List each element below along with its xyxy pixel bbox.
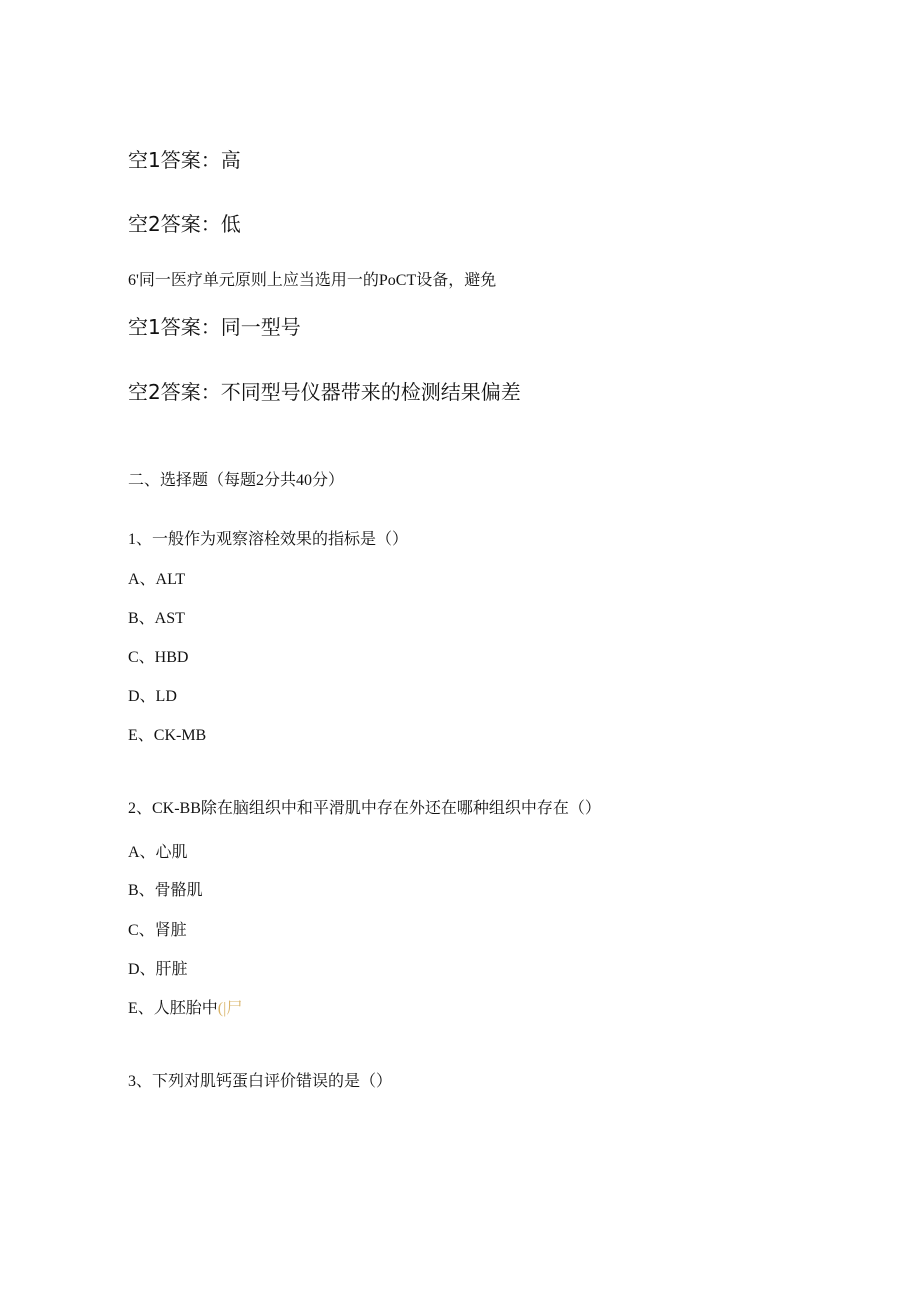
question-2-stem: 2、CK-BB除在脑组织中和平滑肌中存在外还在哪种组织中存在（） bbox=[128, 800, 601, 817]
question-2-option-e-row bbox=[128, 999, 242, 1019]
q5-answer-2: 空2答案：低 bbox=[128, 212, 241, 236]
option-e-mark: (|尸 bbox=[217, 1000, 243, 1017]
question-2-option-a: A、心肌 bbox=[128, 844, 188, 861]
q6-question: 6'同一医疗单元原则上应当选用一的PoCT设备，避免 bbox=[128, 272, 497, 289]
question-1-option-a: A、ALT bbox=[128, 571, 186, 588]
question-2-option-b: B、骨骼肌 bbox=[128, 882, 203, 899]
question-1-stem: 1、一般作为观察溶栓效果的指标是（） bbox=[128, 531, 409, 548]
question-2-option-d: D、肝脏 bbox=[128, 961, 188, 978]
question-1-option-b: B、AST bbox=[128, 610, 185, 627]
question-2-option-e: E、人胚胎中 bbox=[128, 1000, 218, 1017]
question-1-option-d: D、LD bbox=[128, 688, 177, 705]
q6-answer-2: 空2答案：不同型号仪器带来的检测结果偏差 bbox=[128, 380, 521, 404]
question-3-stem: 3、下列对肌钙蛋白评价错误的是（） bbox=[128, 1073, 393, 1090]
question-1-option-c: C、HBD bbox=[128, 649, 189, 666]
question-1-option-e: E、CK-MB bbox=[128, 727, 207, 744]
q5-answer-1: 空1答案：高 bbox=[128, 148, 241, 172]
question-2-option-c: C、肾脏 bbox=[128, 922, 187, 939]
section-heading: 二、选择题（每题2分共40分） bbox=[128, 472, 345, 489]
q6-answer-1: 空1答案：同一型号 bbox=[128, 315, 301, 339]
